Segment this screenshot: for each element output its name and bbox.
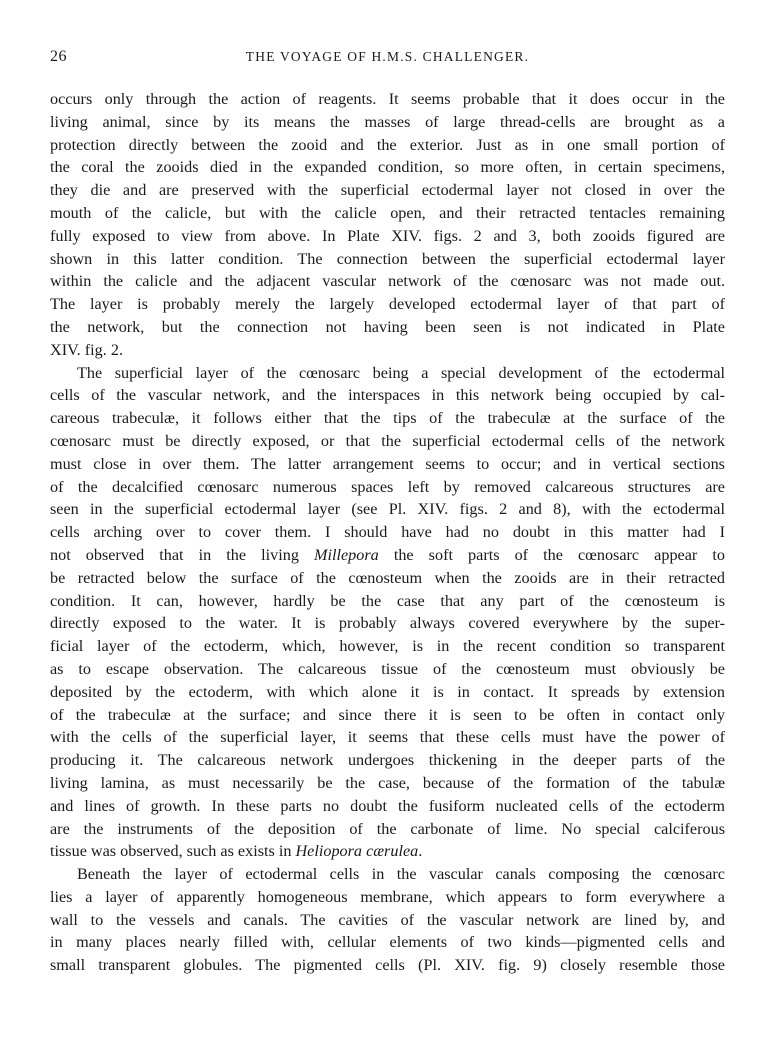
text-line: cells arching over to cover them. I should have had no doubt in this matter had I xyxy=(50,523,725,542)
text-line: living lamina, as must necessarily be the case, because of the formation of the tabulæ xyxy=(50,773,725,792)
text-line: living animal, since by its means the masses of large thread-cells are brought as a xyxy=(50,112,725,131)
text-line xyxy=(50,840,725,863)
text-line: wall to the vessels and canals. The cavities of the vascular network are lined by, and xyxy=(50,910,725,929)
text-fragment: not observed that in the living xyxy=(50,545,314,564)
running-title: THE VOYAGE OF H.M.S. CHALLENGER. xyxy=(245,49,530,64)
text-line: occurs only through the action of reagents. It seems probable that it does occur in the xyxy=(50,90,725,108)
text-line: in many places nearly filled with, cellular elements of two kinds—pigmented cells and xyxy=(50,933,725,952)
text-line: careous trabeculæ, it follows either that the tips of the trabeculæ at the surface of the xyxy=(50,409,725,428)
text-line: producing it. The calcareous network undergoes thickening in the deeper parts of the xyxy=(50,751,725,770)
text-line: Beneath the layer of ectodermal cells in the vascular canals composing the cœnosarc xyxy=(77,865,725,884)
page-header xyxy=(50,44,725,74)
body-text xyxy=(50,88,725,977)
page-number: 26 xyxy=(50,48,67,65)
text-line: The superficial layer of the cœnosarc being a special development of the ectodermal xyxy=(77,363,725,382)
text-line: they die and are preserved with the superficial ectodermal layer not closed in over the xyxy=(50,181,725,200)
text-line: and lines of growth. In these parts no doubt the fusiform nucleated cells of the ectoderm xyxy=(50,796,725,815)
text-line: fully exposed to view from above. In Plate XIV. figs. 2 and 3, both zooids figured are xyxy=(50,226,725,245)
text-line: XIV. fig. 2. xyxy=(50,340,123,359)
text-line: be retracted below the surface of the cœnosteum when the zooids are in their retracted xyxy=(50,568,725,587)
text-line: as to escape observation. The calcareous tissue of the cœnosteum must obviously be xyxy=(50,659,725,678)
text-line: cells of the vascular network, and the interspaces in this network being occupied by cal- xyxy=(50,386,725,405)
page xyxy=(50,44,725,975)
text-line: protection directly between the zooid and the exterior. Just as in one small portion of xyxy=(50,135,725,154)
text-line: the network, but the connection not having been seen is not indicated in Plate xyxy=(50,317,725,336)
text-line: The layer is probably merely the largely developed ectodermal layer of that part of xyxy=(50,295,725,314)
text-line: ficial layer of the ectoderm, which, however, is in the recent condition so transparent xyxy=(50,637,725,656)
text-line: with the cells of the superficial layer, it seems that these cells must have the power of xyxy=(50,728,725,747)
genus-name-millepora: Millepora xyxy=(314,545,379,564)
text-line: small transparent globules. The pigmented cells (Pl. XIV. fig. 9) closely resemble those xyxy=(50,956,725,975)
text-fragment: tissue was observed, such as exists in xyxy=(50,842,296,861)
text-fragment: . xyxy=(418,842,423,861)
text-line: cœnosarc must be directly exposed, or that the superficial ectodermal cells of the network xyxy=(50,431,725,450)
text-line: directly exposed to the water. It is probably always covered everywhere by the super- xyxy=(50,614,725,633)
text-line: are the instruments of the deposition of the carbonate of lime. No special calciferous xyxy=(50,819,725,838)
text-line xyxy=(50,544,725,567)
text-fragment: the soft parts of the cœnosarc appear to xyxy=(378,545,725,564)
text-line: of the trabeculæ at the surface; and since there it is seen to be often in contact only xyxy=(50,705,725,724)
text-line: lies a layer of apparently homogeneous membrane, which appears to form everywhere a xyxy=(50,887,725,906)
text-line: deposited by the ectoderm, with which alone it is in contact. It spreads by extension xyxy=(50,682,725,701)
text-line: condition. It can, however, hardly be the case that any part of the cœnosteum is xyxy=(50,591,725,610)
text-line: within the calicle and the adjacent vascular network of the cœnosarc was not made out. xyxy=(50,272,725,291)
text-line: the coral the zooids died in the expanded condition, so more often, in certain specimens, xyxy=(50,158,725,177)
text-line: seen in the superficial ectodermal layer (see Pl. XIV. figs. 2 and 8), with the ectodermal xyxy=(50,500,725,519)
text-line: shown in this latter condition. The connection between the superficial ectodermal layer xyxy=(50,249,725,268)
text-line: must close in over them. The latter arrangement seems to occur; and in vertical sections xyxy=(50,454,725,473)
text-line: of the decalcified cœnosarc numerous spaces left by removed calcareous structures are xyxy=(50,477,725,496)
text-line: mouth of the calicle, but with the calicle open, and their retracted tentacles remaining xyxy=(50,203,725,222)
species-name-heliopora: Heliopora cærulea xyxy=(295,842,419,861)
